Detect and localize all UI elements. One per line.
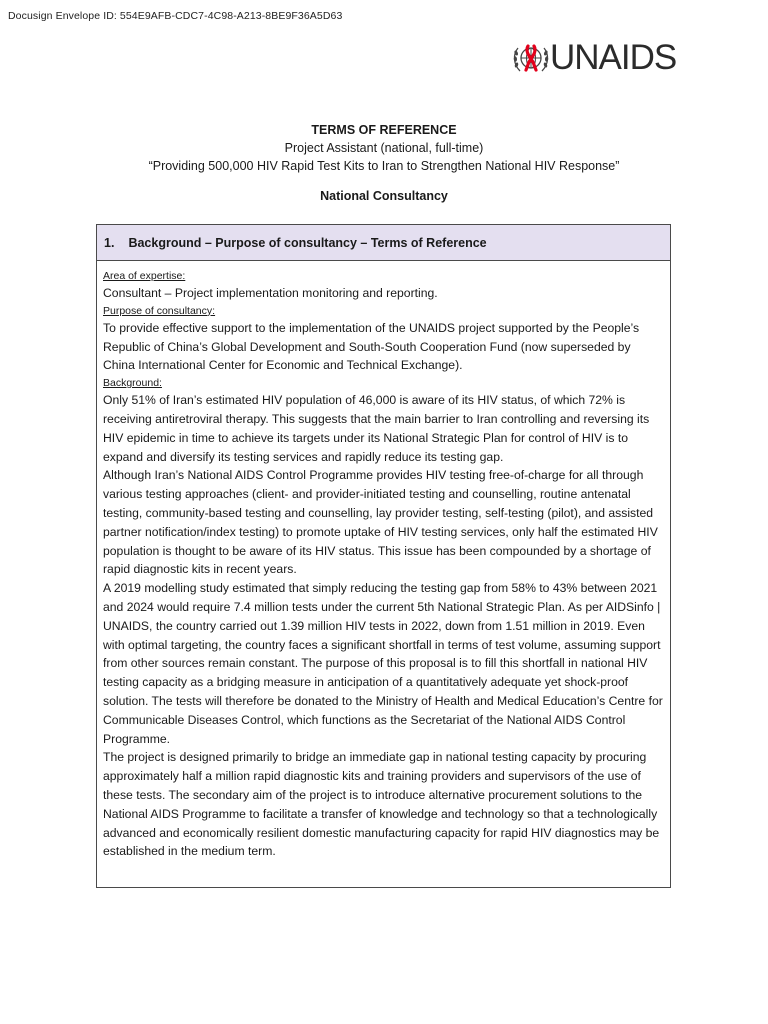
logo-wordmark: UNAIDS	[550, 38, 677, 77]
area-of-expertise-text: Consultant – Project implementation monitoring and reporting.	[103, 286, 438, 300]
un-emblem-red-ribbon-icon	[512, 40, 550, 76]
section-body	[97, 261, 670, 861]
project-name: “Providing 500,000 HIV Rapid Test Kits to Iran to Strengthen National HIV Response”	[148, 159, 620, 173]
area-of-expertise-label: Area of expertise:	[103, 270, 186, 282]
background-label: Background:	[103, 377, 162, 390]
document-header	[0, 121, 768, 205]
purpose-label: Purpose of consultancy:	[103, 304, 216, 317]
background-paragraph: The project is designed primarily to bridge an immediate gap in national testing capacity by procuring approximately half a million rapid diagnostic kits and training providers and supervisors of the use of these tests. The secondary aim of the project is to introduce alternative procurement solutions to the National AIDS Programme to facilitate a transfer of knowledge and technology so that a technologically advanced and economically resilient domestic manufacturing capacity for rapid HIV diagnostics may be established in the medium term.	[103, 750, 660, 859]
section-box	[96, 224, 671, 888]
document-subtitle: Project Assistant (national, full-time)	[284, 141, 484, 155]
purpose-text: To provide effective support to the implementation of the UNAIDS project supported by the People’s Republic of China’s Global Development and South-South Cooperation Fund (now superseded by China International Center for Economic and Technical Exchange).	[103, 320, 640, 373]
docusign-envelope-id: Docusign Envelope ID: 554E9AFB-CDC7-4C98-A213-8BE9F36A5D63	[8, 10, 343, 22]
background-paragraph: A 2019 modelling study estimated that simply reducing the testing gap from 58% to 43% between 2021 and 2024 would require 7.4 million tests under the current 5th National Strategic Plan. As per AIDSinfo | UNAIDS, the country carried out 1.39 million HIV tests in 2022, down from 1.51 million in 2019. Even with optimal targeting, the country faces a significant shortfall in terms of test volume, assuming support from other sources remain constant. The purpose of this proposal is to fill this shortfall in national HIV testing capacity as a bridging measure in anticipation of a quantitatively adequate yet shock-proof solution. The tests will therefore be donated to the Ministry of Health and Medical Education’s Centre for Communicable Diseases Control, which functions as the Secretariat of the National AIDS Control Programme.	[103, 581, 663, 746]
unaids-logo	[512, 40, 676, 76]
document-title: TERMS OF REFERENCE	[311, 123, 457, 137]
section-heading-text: Background – Purpose of consultancy – Terms of Reference	[128, 235, 487, 250]
section-heading	[97, 225, 670, 261]
section-number: 1.	[104, 235, 115, 250]
background-paragraph: Although Iran’s National AIDS Control Programme provides HIV testing free-of-charge for all through various testing approaches (client- and provider-initiated testing and counselling, routine antenatal testing, community-based testing and counselling, lay provider testing, self-testing (pilot), and assisted partner notification/index testing) to promote uptake of HIV testing services, only half the estimated HIV population is thought to be aware of its HIV status. This issue has been compounded by a shortage of rapid diagnostic kits in recent years.	[103, 468, 658, 577]
background-paragraph: Only 51% of Iran’s estimated HIV population of 46,000 is aware of its HIV status, of which 72% is receiving antiretroviral therapy. This suggests that the main barrier to Iran controlling and reversing its HIV epidemic in time to achieve its targets under its National Strategic Plan for control of HIV is to expand and diversify its testing services and rapidly reduce its testing gap.	[103, 393, 650, 464]
consultancy-type: National Consultancy	[320, 189, 448, 203]
